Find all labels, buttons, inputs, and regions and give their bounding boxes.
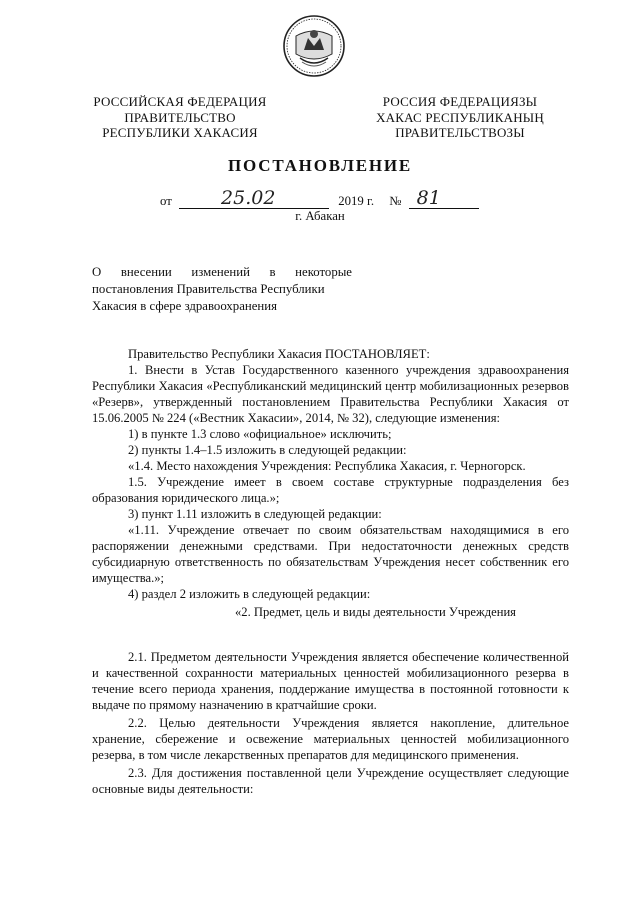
coat-of-arms-emblem: [282, 14, 346, 78]
body-paragraph: Правительство Республики Хакасия ПОСТАНОВЛЯЕТ:: [128, 347, 430, 361]
date-from-label: от: [160, 194, 172, 208]
body-paragraph: 1) в пункте 1.3 слово «официальное» исключить;: [128, 427, 392, 441]
header-left-block: [80, 94, 280, 141]
body-paragraph: «1.4. Место нахождения Учреждения: Республика Хакасия, г. Черногорск.: [128, 459, 526, 473]
body-paragraph: 3) пункт 1.11 изложить в следующей редакции:: [128, 507, 382, 521]
subject-line: Хакасия в сфере здравоохранения: [92, 299, 277, 313]
section-heading: «2. Предмет, цель и виды деятельности Учреждения: [235, 605, 516, 619]
body-paragraph: 2.3. Для достижения поставленной цели Учреждение осуществляет следующие основные виды деятельности:: [92, 766, 569, 796]
number-label: №: [389, 194, 402, 208]
body-paragraph: 1. Внести в Устав Государственного казенного учреждения здравоохранения Республики Хакасия «Республиканский медицинский центр мобилизационных резервов «Резерв», утвержденный постановлением Правительства Республики Хакасия от 15.06.2005 № 224 («Вестник Хакасии», 2014, № 32), следующие изменения:: [92, 363, 569, 425]
header-right-line: ХАКАС РЕСПУБЛИКАНЫҢ: [376, 109, 544, 125]
handwritten-date: 25.02: [221, 187, 276, 209]
date-line: [160, 187, 520, 209]
header-left-line: РЕСПУБЛИКИ ХАКАСИЯ: [102, 125, 258, 140]
document-title: ПОСТАНОВЛЕНИЕ: [227, 156, 413, 175]
city-line: г. Абакан: [295, 209, 345, 223]
body-paragraph: 2.2. Целью деятельности Учреждения является накопление, длительное хранение, сбережение и освежение материальных ценностей мобилизационного резерва, в том числе лекарственных препаратов для медицинского применения.: [92, 716, 569, 762]
header-right-line: ПРАВИТЕЛЬСТВОЗЫ: [395, 125, 525, 140]
header-left-line: ПРАВИТЕЛЬСТВО: [124, 109, 236, 125]
date-blank: [179, 187, 329, 209]
header-right-line: РОССИЯ ФЕДЕРАЦИЯЗЫ: [382, 94, 538, 109]
header-left-line: РОССИЙСКАЯ ФЕДЕРАЦИЯ: [93, 94, 267, 109]
body-paragraph: 2) пункты 1.4–1.5 изложить в следующей редакции:: [128, 443, 407, 457]
handwritten-number: 81: [416, 187, 441, 209]
document-body: [92, 346, 569, 797]
subject-line: постановления Правительства Республики: [92, 282, 325, 296]
body-paragraph: 2.1. Предметом деятельности Учреждения является обеспечение количественной и качественной сохранности материальных ценностей мобилизационного резерва в течение всего периода хранения, поддержание имущества в постоянной готовности к выдаче по прямому назначению в кратчайшие сроки.: [92, 650, 569, 712]
body-paragraph: 4) раздел 2 изложить в следующей редакции:: [128, 587, 371, 601]
body-paragraph: 1.5. Учреждение имеет в своем составе структурные подразделения без образования юридического лица.»;: [92, 475, 569, 505]
body-paragraph: «1.11. Учреждение отвечает по своим обязательствам находящимися в его распоряжении денежными средствами. При недостаточности денежных средств субсидиарную ответственность по обязательствам Учреждения несет собственник его имущества.»;: [92, 523, 569, 585]
header-right-block: [355, 94, 565, 141]
subject-line: О внесении изменений в некоторые: [92, 265, 352, 279]
subject-block: [92, 264, 352, 315]
date-year: 2019 г.: [338, 194, 375, 208]
number-blank: [409, 187, 479, 209]
